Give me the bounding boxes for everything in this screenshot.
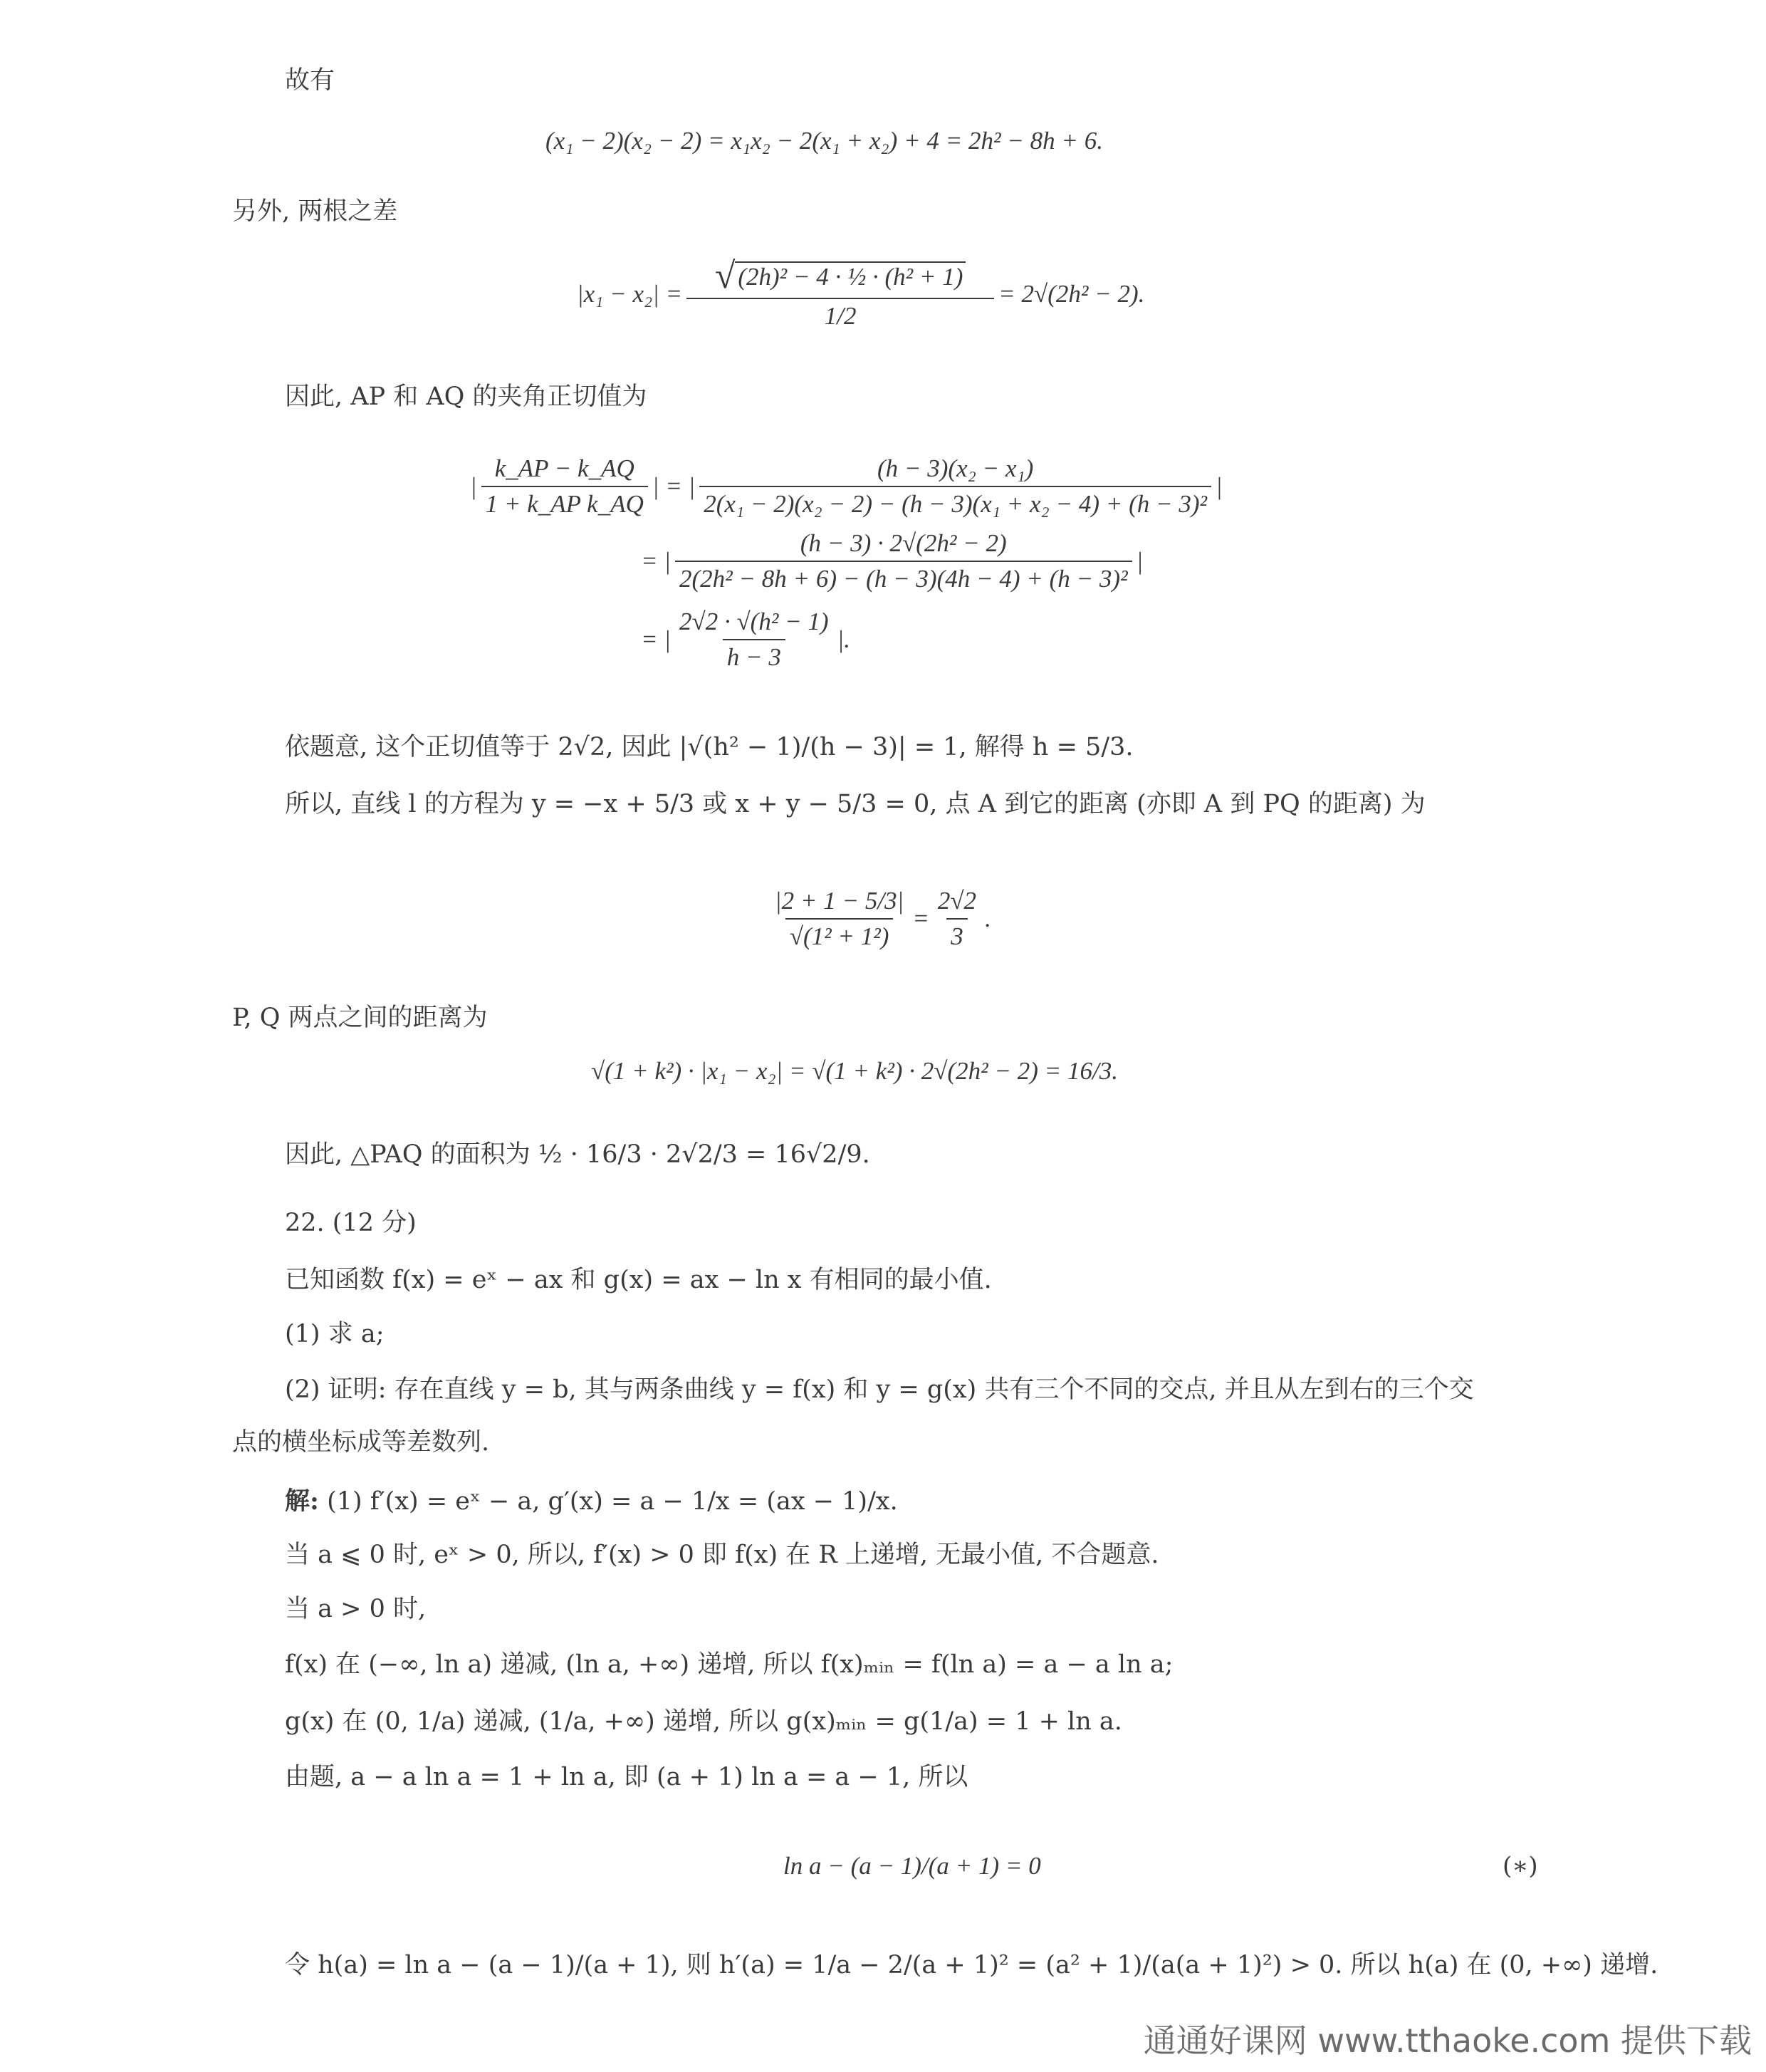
equation-tangent-step1: | $\frac{k\_AP - k\_AQ}{\text{1 + k\_AP k\_AQ}}$ | = | $\frac{\text{(h − 3)(x₂ − x₁)}}{\text{2(x₁ − 2)(x₂ − 2) − (h − 3)(x₁ + x₂ − 4) + (h − 3)²}}$ | (470, 454, 1223, 518)
equation-tangent-step2: = | $\frac{\text{(h − 3) · 2√(2h² − 2)}}{\text{2(2h² − 8h + 6) − (h − 3)(4h − 4) + (h − 3)²}}$ | (641, 529, 1144, 593)
text-line-tangent-intro: 因此, AP 和 AQ 的夹角正切值为 (285, 382, 647, 411)
distance-a-fraction (770, 887, 908, 951)
watermark-text: 通通好课网 www.tthaoke.com 提供下载 (1143, 2021, 1752, 2060)
tangent-step3-denominator: h − 3 (723, 639, 785, 672)
solution-case-a-nonpositive: 当 a ⩽ 0 时, eˣ > 0, 所以, f′(x) > 0 即 f(x) 在 R 上递增, 无最小值, 不合题意. (285, 1541, 1159, 1569)
text-line-1: 故有 (285, 66, 335, 95)
tangent-step3-fraction (675, 608, 833, 672)
root-diff-rhs: = 2√(2h² − 2). (998, 280, 1145, 308)
problem-part-2-cont: 点的横坐标成等差数列. (232, 1428, 490, 1457)
tangent-lhs-numerator: k_AP − k_AQ (494, 454, 634, 482)
text-line-pq-distance: P, Q 两点之间的距离为 (232, 1004, 488, 1032)
distance-a-result-denominator: 3 (946, 918, 968, 951)
equation-root-difference (577, 227, 1144, 362)
solution-derivatives: (1) f′(x) = eˣ − a, g′(x) = a − 1/x = (ax − 1)/x. (327, 1487, 898, 1516)
equation-distance-a: $\frac{|2 + 1 - 5/3|}{\text{√(1² + 1²)}}$ = $\frac{2√2}{3}$ . (766, 869, 991, 969)
equation-pq-distance: √(1 + k²) · |x₁ − x₂| = √(1 + k²) · 2√(2h² − 2) = 16/3. (591, 1057, 1118, 1085)
text-line-area: 因此, △PAQ 的面积为 ½ · 16/3 · 2√2/3 = 16√2/9. (285, 1140, 870, 1169)
solution-g-monotonic: g(x) 在 (0, 1/a) 递减, (1/a, +∞) 递增, 所以 g(x)ₘᵢₙ = g(1/a) = 1 + ln a. (285, 1707, 1122, 1736)
tangent-step2-numerator: (h − 3) · 2√(2h² − 2) (800, 529, 1007, 557)
problem-statement: 已知函数 f(x) = eˣ − ax 和 g(x) = ax − ln x 有相同的最小值. (285, 1266, 992, 1294)
text-line-solve-h: 依题意, 这个正切值等于 2√2, 因此 |√(h² − 1)/(h − 3)| = 1, 解得 h = 5/3. (285, 733, 1134, 761)
solution-line-1 (285, 1486, 898, 1518)
distance-a-result-numerator: 2√2 (937, 887, 977, 915)
root-diff-lhs: |x₁ − x₂| = (577, 280, 683, 308)
distance-a-numerator: |2 + 1 − 5/3| (775, 887, 904, 915)
equation-star-tag: (∗) (1503, 1852, 1538, 1880)
problem-number: 22. (12 分) (285, 1209, 417, 1237)
distance-a-result (934, 887, 981, 951)
problem-part-2: (2) 证明: 存在直线 y = b, 其与两条曲线 y = f(x) 和 y = g(x) 共有三个不同的交点, 并且从左到右的三个交 (285, 1375, 1474, 1404)
root-diff-numerator: (2h)² − 4 · ½ · (h² + 1) (735, 261, 966, 291)
solution-case-a-positive: 当 a > 0 时, (285, 1595, 427, 1623)
tangent-step2-fraction (675, 529, 1132, 593)
tangent-step1-denominator: 2(x₁ − 2)(x₂ − 2) − (h − 3)(x₁ + x₂ − 4) + (h − 3)² (699, 486, 1211, 519)
tangent-lhs-denominator: 1 + k_AP k_AQ (481, 486, 648, 519)
solution-f-monotonic: f(x) 在 (−∞, ln a) 递减, (ln a, +∞) 递增, 所以 f(x)ₘᵢₙ = f(ln a) = a − a ln a; (285, 1650, 1174, 1679)
equation-star: ln a − (a − 1)/(a + 1) = 0 (783, 1852, 1041, 1880)
solution-label: 解: (285, 1487, 319, 1516)
sqrt-sign: √ (714, 256, 736, 296)
equation-product-roots: (x₁ − 2)(x₂ − 2) = x₁x₂ − 2(x₁ + x₂) + 4 = 2h² − 8h + 6. (545, 127, 1103, 155)
solution-equation-a: 由题, a − a ln a = 1 + ln a, 即 (a + 1) ln a = a − 1, 所以 (285, 1763, 968, 1791)
root-diff-denominator: 1/2 (686, 298, 994, 330)
tangent-step2-denominator: 2(2h² − 8h + 6) − (h − 3)(4h − 4) + (h − 3)² (675, 561, 1132, 593)
solution-h-function: 令 h(a) = ln a − (a − 1)/(a + 1), 则 h′(a) = 1/a − 2/(a + 1)² = (a² + 1)/(a(a + 1)²) > 0. 所以 h(a) 在 (0, +∞) 递增. (285, 1951, 1658, 1979)
tangent-step1-numerator: (h − 3)(x₂ − x₁) (877, 454, 1034, 482)
equation-tangent-step3: = | $\frac{\text{2√2 · √(h² − 1)}}{h - 3}$ |. (641, 608, 850, 671)
problem-part-1: (1) 求 a; (285, 1320, 385, 1348)
tangent-step3-numerator: 2√2 · √(h² − 1) (679, 608, 829, 635)
root-diff-fraction (686, 258, 994, 330)
distance-a-denominator: √(1² + 1²) (785, 918, 894, 951)
text-line-line-equation: 所以, 直线 l 的方程为 y = −x + 5/3 或 x + y − 5/3 = 0, 点 A 到它的距离 (亦即 A 到 PQ 的距离) 为 (285, 790, 1426, 818)
text-line-diff-roots: 另外, 两根之差 (232, 197, 398, 226)
tangent-lhs-fraction (481, 454, 648, 519)
tangent-step1-fraction (699, 454, 1211, 519)
